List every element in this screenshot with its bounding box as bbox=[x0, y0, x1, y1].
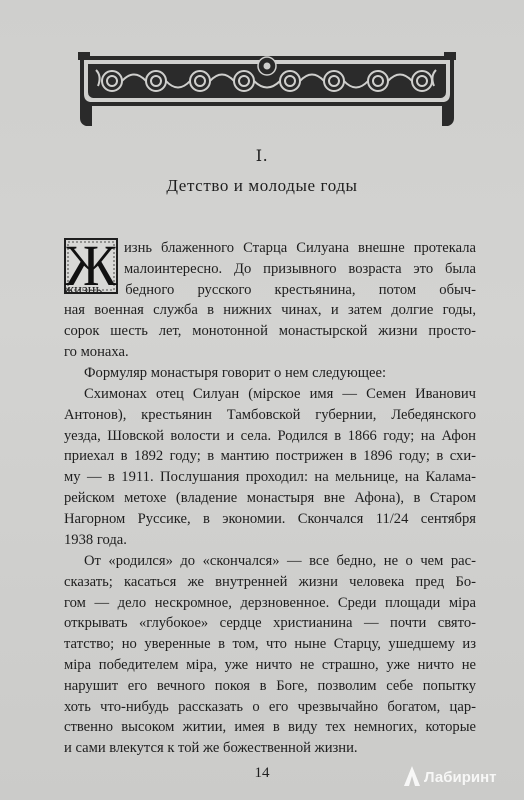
text-line: Нагорном Руссике, в экономии. Скончался 11/24 сентября bbox=[64, 510, 476, 527]
text-line: открывать «глубокое» сердце христианина — почти свято- bbox=[64, 615, 476, 632]
text-line: татство; но уверенные в том, что ныне Старцу, ушедшему из bbox=[64, 636, 476, 653]
text-line: приехал в 1892 году; в мантию пострижен в 1896 году; в схи- bbox=[64, 448, 476, 465]
page-number: 14 bbox=[254, 765, 270, 781]
text-line: малоинтересно. До призывного возраста это была bbox=[124, 260, 476, 277]
text-line: хоть что-нибудь рассказать о его чрезвычайно богатом, цар- bbox=[64, 698, 476, 715]
text-line: нарушит его вечного покоя в Боге, позволим себе попытку bbox=[64, 677, 476, 694]
text-line: Формуляр монастыря говорит о нем следующее: bbox=[84, 365, 387, 381]
text-line: От «родился» до «скончался» — все бедно, не о чем рас- bbox=[84, 553, 476, 569]
text-line: изнь блаженного Старца Силуана внешне протекала bbox=[124, 240, 476, 256]
ornament-graphic bbox=[78, 46, 456, 130]
paragraph-4 bbox=[64, 551, 476, 759]
ornamental-header-band bbox=[78, 46, 456, 130]
paragraph-3 bbox=[64, 384, 476, 550]
watermark-logo bbox=[398, 760, 518, 790]
text-line: и сами влекутся к той же божественной жизни. bbox=[64, 740, 358, 757]
text-line: Схимонах отец Силуан (мірское имя — Семен Иванович bbox=[84, 386, 476, 402]
text-line: сказать; касаться же внутренней жизни человека пред Бо- bbox=[64, 573, 476, 590]
text-line: го монаха. bbox=[64, 343, 129, 360]
paragraph-2 bbox=[64, 363, 476, 384]
paragraph-1-head bbox=[124, 238, 476, 280]
text-line: ная военная служба в нижних чинах, и затем долгие годы, bbox=[64, 302, 476, 319]
paragraph-1-body bbox=[64, 280, 476, 363]
text-line: міра победителем міра, уже ничто не страшно, уже ничто не bbox=[64, 656, 476, 673]
text-line: сорок шесть лет, монотонной монастырской жизни просто- bbox=[64, 323, 476, 340]
text-line: му — в 1911. Послушания проходил: на мельнице, на Каламa- bbox=[64, 469, 476, 486]
text-line: гом — дело нескромное, дерзновенное. Среди площади міра bbox=[64, 594, 476, 611]
text-line: ственно высоком житии, имея в виду тех немногих, которые bbox=[64, 719, 476, 736]
text-line: уезда, Шовской волости и села. Родился в 1866 году; на Афон bbox=[64, 427, 476, 444]
watermark-graphic bbox=[398, 760, 518, 790]
text-line: жизнь бедного русского крестьянина, потом обыч- bbox=[64, 281, 476, 298]
text-line: рейском метохе (владение монастыря вне Афона), в Старом bbox=[64, 489, 476, 506]
text-line: Антонов), крестьянин Тамбовской губернии, Лебедянского bbox=[64, 406, 476, 423]
chapter-title: Детство и молодые годы bbox=[166, 176, 358, 195]
drop-cap-letter: Ж bbox=[65, 233, 117, 298]
watermark-text: Лабиринт bbox=[424, 769, 497, 786]
text-line: 1938 года. bbox=[64, 531, 127, 548]
chapter-number: I. bbox=[255, 146, 269, 165]
